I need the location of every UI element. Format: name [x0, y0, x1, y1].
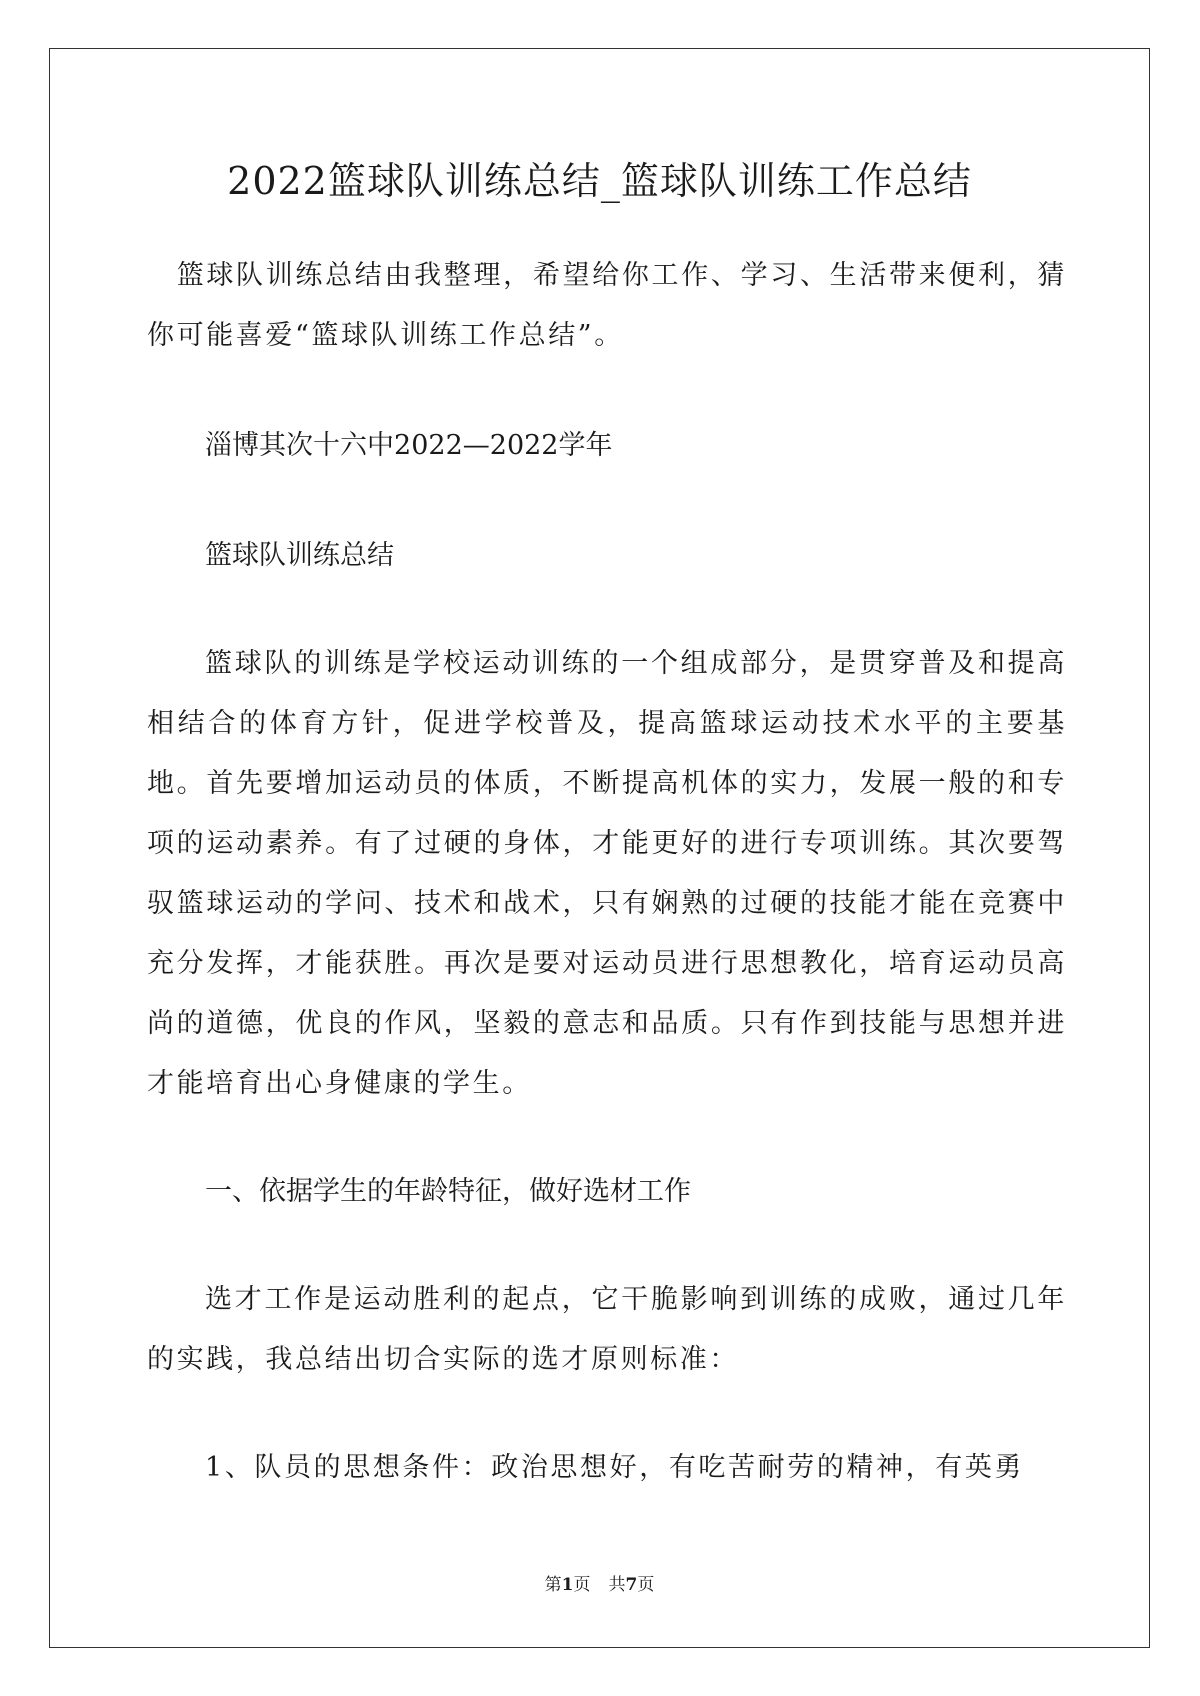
body-paragraph-1: 篮球队的训练是学校运动训练的一个组成部分，是贯穿普及和提高相结合的体育方针，促进学校普及，提高篮球运动技术水平的主要基地。首先要增加运动员的体质，不断提高机体的实力，发展一般的和专项的运动素养。有了过硬的身体，才能更好的进行专项训练。其次要驾驭篮球运动的学问、技术和战术，只有娴熟的过硬的技能才能在竞赛中充分发挥，才能获胜。再次是要对运动员进行思想教化，培育运动员高尚的道德，优良的作风，坚毅的意志和品质。只有作到技能与思想并进才能培育出心身健康的学生。 — [147, 648, 1067, 1099]
footer-page-suffix: 页 — [573, 1575, 591, 1595]
paragraph-gap — [147, 476, 1067, 526]
section-heading-1: 一、依据学生的年龄特征，做好选材工作 — [205, 1176, 692, 1207]
intro-paragraph: 篮球队训练总结由我整理，希望给你工作、学习、生活带来便利，猜你可能喜爱“篮球队训练工作总结”。 — [147, 260, 1067, 351]
footer-page-total: 7 — [625, 1575, 638, 1595]
footer-page-prefix: 第 — [544, 1575, 562, 1595]
paragraph-gap — [147, 1222, 1067, 1270]
section-subtitle: 篮球队训练总结 — [205, 540, 395, 571]
paragraph-gap — [147, 586, 1067, 634]
body-paragraph-3: 1、队员的思想条件：政治思想好，有吃苦耐劳的精神，有英勇 — [205, 1452, 1025, 1483]
footer-total-prefix: 共 — [608, 1575, 626, 1595]
footer-total-suffix: 页 — [637, 1575, 655, 1595]
paragraph-gap — [147, 1114, 1067, 1162]
paragraph-gap — [147, 1390, 1067, 1438]
paragraph-gap — [147, 366, 1067, 416]
school-year-line: 淄博其次十六中2022—2022学年 — [205, 430, 613, 461]
body-paragraph-2: 选才工作是运动胜利的起点，它干脆影响到训练的成败，通过几年的实践，我总结出切合实际的选才原则标准： — [147, 1284, 1067, 1375]
document-title: 2022篮球队训练总结_篮球队训练工作总结 — [227, 159, 972, 203]
page-footer — [49, 1570, 1150, 1595]
document-body — [147, 246, 1067, 1498]
footer-page-current: 1 — [561, 1575, 574, 1595]
